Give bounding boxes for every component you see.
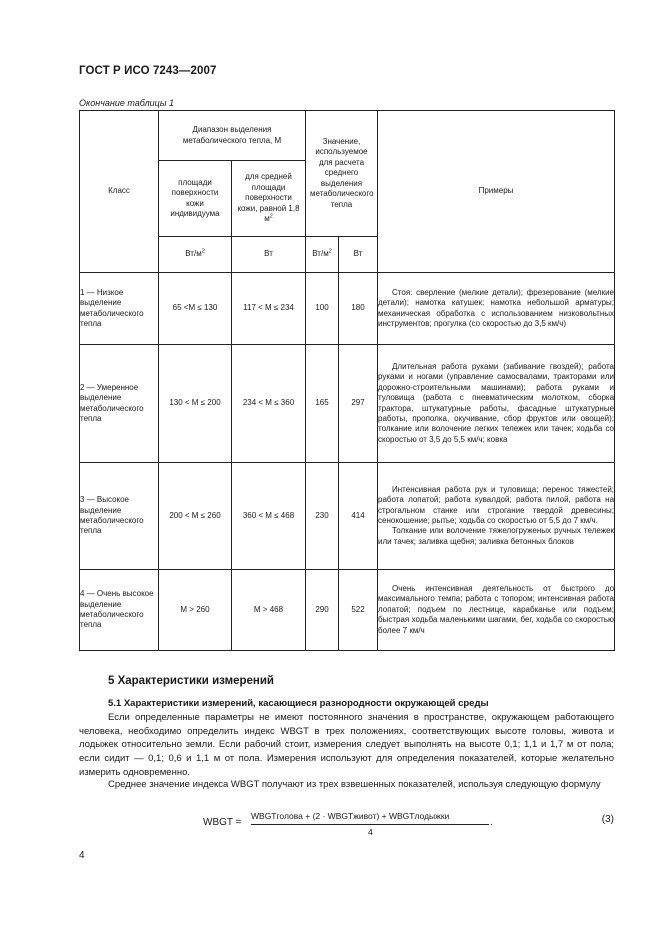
range-area-cell: 65 <М ≤ 130 xyxy=(159,273,232,345)
unit-value-w-per-m2-sup: 2 xyxy=(328,248,332,255)
unit-value-w-per-m2-text: Вт/м xyxy=(312,249,329,259)
unit-w-per-m2 xyxy=(159,237,232,273)
value-wm2-cell: 100 xyxy=(306,273,339,345)
table-row xyxy=(80,273,615,345)
unit-w-per-m2-sup: 2 xyxy=(201,248,205,255)
range-avg-cell: 117 < М ≤ 234 xyxy=(232,273,306,345)
examples-text: Стоя: сверление (мелкие детали); фрезерование (мелкие детали); намотка катушек; намотка небольшой арматуры; механическая обработка с использованием низковольтных инструментов; прогулка (со скоростью до 3,5 км/ч) xyxy=(378,287,615,328)
subsection-title: 5.1 Характеристики измерений, касающиеся разнородности окружающей среды xyxy=(108,698,489,709)
section-title: 5 Характеристики измерений xyxy=(108,675,274,687)
unit-value-w-per-m2 xyxy=(306,237,339,273)
document-header: ГОСТ Р ИСО 7243—2007 xyxy=(79,65,217,77)
examples-cell xyxy=(378,570,615,651)
formula-trailing: . xyxy=(490,817,493,828)
header-per-avg xyxy=(232,161,306,237)
formula-numerator: WBGTголова + (2 · WBGTживот) + WBGTлодыжки xyxy=(251,811,450,821)
header-class: Класс xyxy=(80,111,159,273)
table-row xyxy=(80,345,615,463)
header-value: Значение, используемое для расчета среднего выделения метаболического тепла xyxy=(306,111,378,237)
header-per-avg-text: для средней площади поверхности кожи, равной 1,8 м xyxy=(237,172,300,224)
wbgt-formula xyxy=(203,811,614,841)
paragraph: Если определенные параметры не имеют постоянного значения в пространстве, окружающем работающего человека, необходимо определить индекс WBGT в трех положениях, соответствующих высоте головы, живота и лодыжек относительно земли. Если рабочий стоит, измерения следует выполнять на высоте 0,1; 1,1 и 1,7 м от пола; если сидит — 0,1; 0,6 и 1,1 м от пола. Измерения используют для определения показателей, которые желательно измерить одновременно. xyxy=(79,712,614,778)
fraction-bar xyxy=(251,824,489,825)
value-w-cell: 522 xyxy=(339,570,378,651)
examples-text: Очень интенсивная деятельность от быстрого до максимального темпа; работа с топором; интенсивная работа лопатой; подъем по лестнице, карабканье или подъем; быстрая ходьба маленькими шагами, бег, ходьба со скоростью более 7 км/ч xyxy=(378,583,615,635)
class-cell: 1 — Низкое выделение метаболического тепла xyxy=(80,273,159,345)
formula-number: (3) xyxy=(601,814,614,825)
value-w-cell: 414 xyxy=(339,463,378,570)
table-row xyxy=(80,570,615,651)
header-examples: Примеры xyxy=(378,111,615,273)
formula-denominator: 4 xyxy=(368,827,373,837)
value-w-cell: 297 xyxy=(339,345,378,463)
value-wm2-cell: 230 xyxy=(306,463,339,570)
class-cell: 2 — Умеренное выделение метаболического тепла xyxy=(80,345,159,463)
range-avg-cell: 234 < М ≤ 360 xyxy=(232,345,306,463)
class-cell: 3 — Высокое выделение метаболического тепла xyxy=(80,463,159,570)
examples-cell xyxy=(378,345,615,463)
range-area-cell: 130 < М ≤ 200 xyxy=(159,345,232,463)
header-range: Диапазон выделения метаболического тепла, М xyxy=(159,111,306,161)
unit-w: Вт xyxy=(232,237,306,273)
examples-text: Длительная работа руками (забивание гвоздей); работа руками и ногами (управление самосвалами, тракторами или дорожно-строительными машинами); работа руками и туловища (работа с пневматическим молотком, сборка трактора, штукатурные работы, фасадные штукатурные работы, прополка, окучивание, сбор фруктов или овощей); толкание или волочение легких тележек или тачек; ходьба со скоростью от 3,5 до 5,5 км/ч; ковка xyxy=(378,361,615,444)
unit-value-w: Вт xyxy=(339,237,378,273)
examples-text: Толкание или волочение тяжелогруженых ручных тележек или тачек; заливка щебня; заливка бетонных блоков xyxy=(378,526,615,546)
range-area-cell: М > 260 xyxy=(159,570,232,651)
table-caption: Окончание таблицы 1 xyxy=(79,98,174,108)
unit-w-per-m2-text: Вт/м xyxy=(185,249,202,259)
range-avg-cell: М > 468 xyxy=(232,570,306,651)
value-wm2-cell: 290 xyxy=(306,570,339,651)
header-per-area: площади поверхности кожи индивидуума xyxy=(159,161,232,237)
paragraph: Среднее значение индекса WBGT получают из трех взвешенных показателей, используя следующую формулу xyxy=(108,779,601,790)
examples-cell xyxy=(378,273,615,345)
examples-cell xyxy=(378,463,615,570)
class-cell: 4 — Очень высокое выделение метаболического тепла xyxy=(80,570,159,651)
header-per-avg-sup: 2 xyxy=(269,213,273,220)
examples-text: Интенсивная работа рук и туловища; перенос тяжестей; работа лопатой; работа кувалдой; работа пилой, работа на строгальном станке или строгание твердой древесины; сенокошение; рытье; ходьба со скоростью от 5,5 до 7 км/ч. xyxy=(378,484,615,525)
range-area-cell: 200 < М ≤ 260 xyxy=(159,463,232,570)
formula-lhs: WBGT = xyxy=(203,817,242,828)
page-number: 4 xyxy=(79,850,85,861)
value-w-cell: 180 xyxy=(339,273,378,345)
table-row xyxy=(80,463,615,570)
range-avg-cell: 360 < М ≤ 468 xyxy=(232,463,306,570)
metabolic-heat-table xyxy=(79,110,615,651)
value-wm2-cell: 165 xyxy=(306,345,339,463)
